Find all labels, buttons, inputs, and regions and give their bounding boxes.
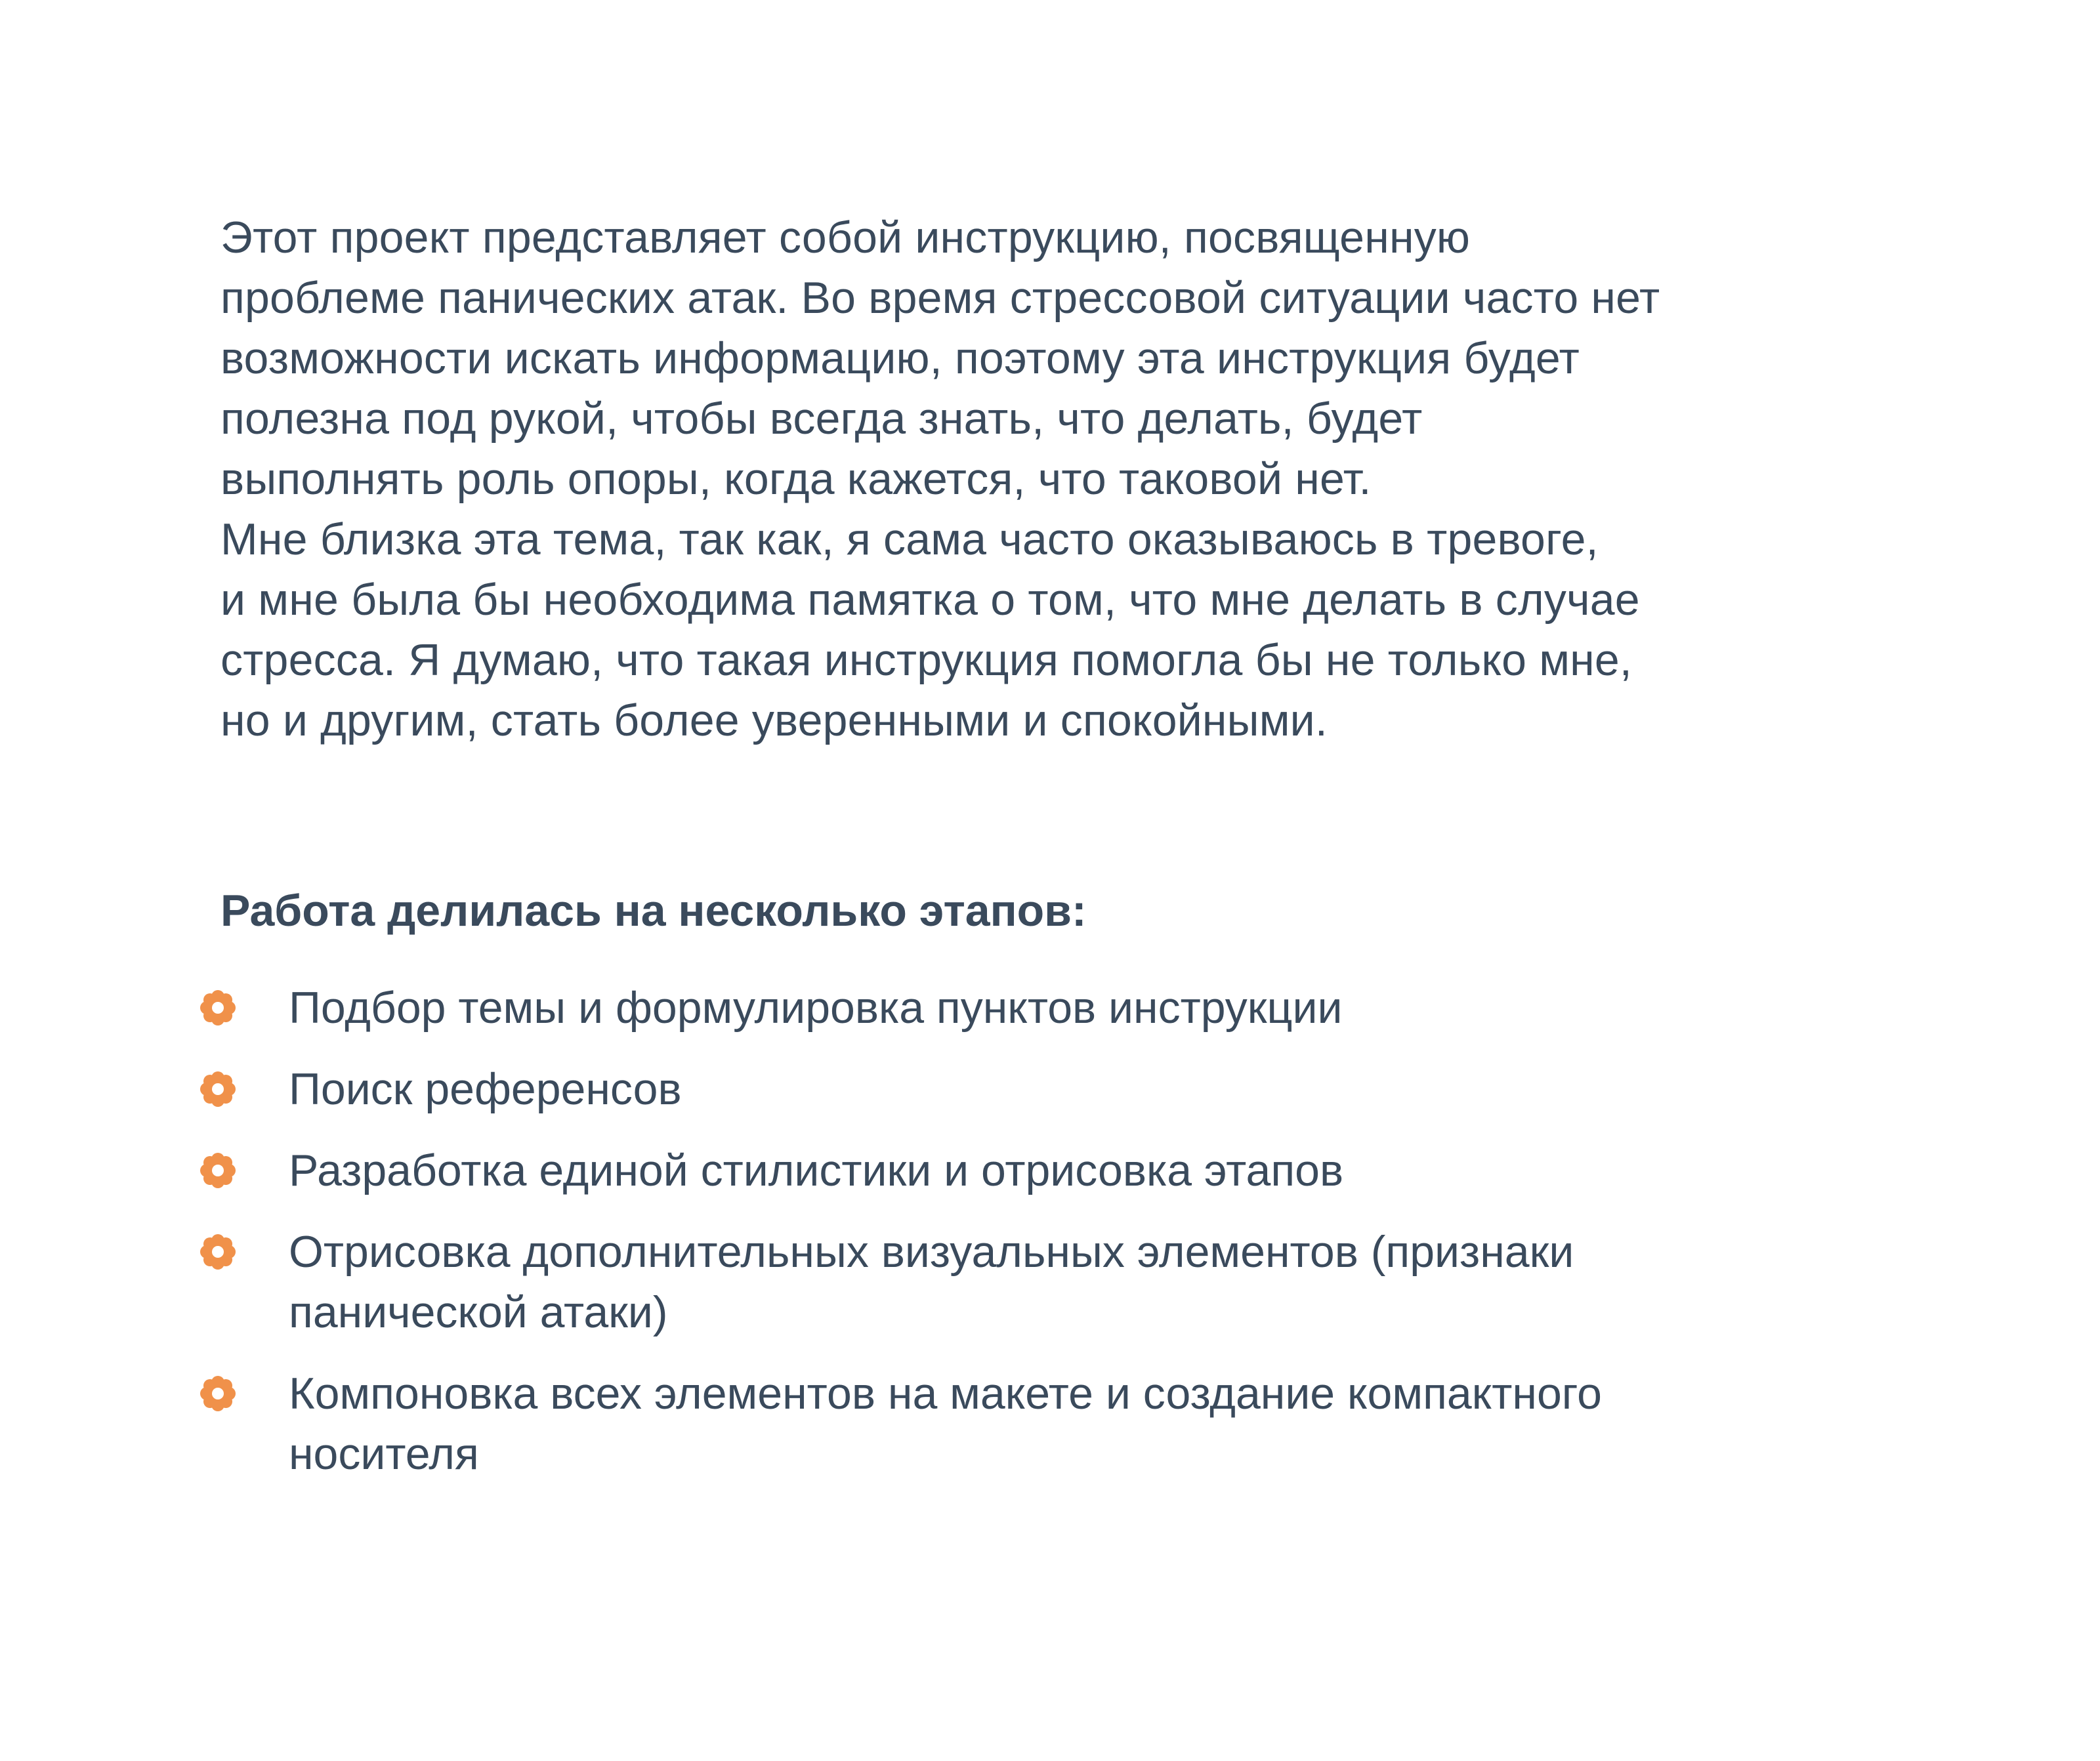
flower-center [212, 1388, 224, 1399]
list-item-text: носителя [289, 1429, 479, 1479]
intro-line: проблеме панических атак. Во время стрессовой ситуации часто нет [220, 273, 1660, 323]
list-item-text: Отрисовка дополнительных визуальных элементов (признаки [289, 1227, 1574, 1277]
intro-line: стресса. Я думаю, что такая инструкция помогла бы не только мне, [220, 635, 1633, 685]
intro-line: но и другим, стать более уверенными и спокойными. [220, 695, 1328, 745]
list-item [197, 1140, 1969, 1201]
list-item-text: Компоновка всех элементов на макете и создание компактного [289, 1369, 1602, 1419]
list-item [197, 978, 1969, 1038]
flower-center [212, 1002, 224, 1014]
flower-icon [197, 1068, 239, 1110]
intro-paragraph [220, 207, 1940, 751]
flower-icon [197, 1150, 239, 1191]
flower-center [212, 1165, 224, 1176]
intro-line: Мне близка эта тема, так как, я сама часто оказываюсь в тревоге, [220, 514, 1599, 564]
flower-center [212, 1246, 224, 1258]
list-item-text: Подбор темы и формулировка пунктов инструкции [289, 983, 1343, 1033]
list-item [197, 1363, 1969, 1484]
intro-line: полезна под рукой, чтобы всегда знать, что делать, будет [220, 394, 1423, 444]
stages-heading: Работа делилась на несколько этапов: [220, 886, 1087, 936]
list-item-text: Поиск референсов [289, 1064, 682, 1114]
intro-line: возможности искать информацию, поэтому эта инструкция будет [220, 333, 1580, 383]
intro-line: Этот проект представляет собой инструкцию, посвященную [220, 213, 1471, 262]
intro-line: выполнять роль опоры, когда кажется, что таковой нет. [220, 454, 1372, 504]
list-item [197, 1059, 1969, 1119]
list-item-text: панической атаки) [289, 1287, 668, 1337]
list-item-text: Разработка единой стилистики и отрисовка этапов [289, 1146, 1344, 1195]
list-item [197, 1222, 1969, 1342]
stages-list [197, 978, 1969, 1505]
flower-icon [197, 987, 239, 1029]
flower-icon [197, 1373, 239, 1415]
flower-icon [197, 1231, 239, 1273]
flower-center [212, 1083, 224, 1095]
intro-line: и мне была бы необходима памятка о том, что мне делать в случае [220, 575, 1640, 625]
